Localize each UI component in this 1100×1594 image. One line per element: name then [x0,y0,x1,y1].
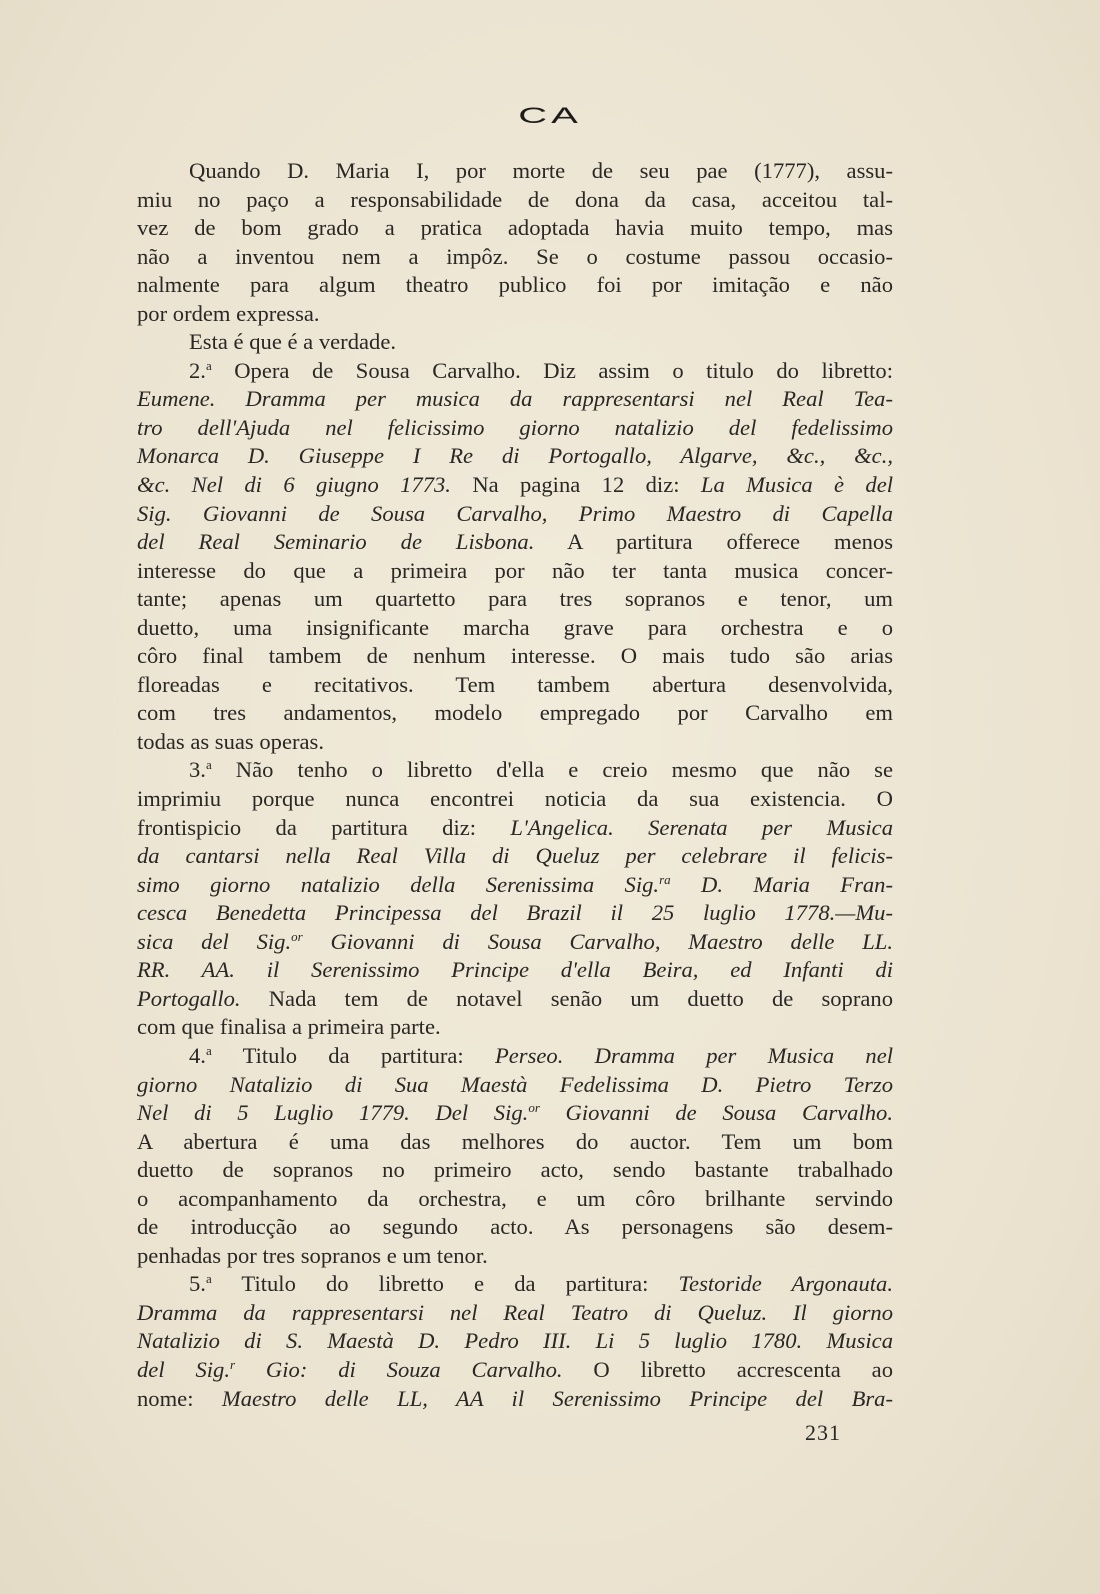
text-line [137,699,893,728]
text-run: duetto de sopranos no primeiro acto, sendo bastante trabalhado [137,1157,893,1183]
italic-text: giorno Natalizio di Sua Maestà Fedelissima D. Pietro Terzo [137,1071,893,1097]
text-run: miu no paço a responsabilidade de dona da casa, acceitou tal- [137,186,893,212]
text-line [137,728,893,757]
superscript: r [230,1356,236,1372]
text-line [137,871,893,900]
superscript: a [205,1271,212,1287]
text-line [137,471,893,500]
text-line [137,985,893,1014]
italic-text: La Musica è del [700,472,893,498]
text-run: por ordem expressa. [137,300,320,326]
italic-text: cesca Benedetta Principessa del Brazil il 25 luglio 1778.—Mu- [137,900,893,926]
text-line [137,271,893,300]
superscript: or [291,928,303,944]
superscript: a [205,1042,212,1058]
text-run: A partitura offerece menos [534,529,893,555]
italic-text: Natalizio di S. Maestà D. Pedro III. Li 5 luglio 1780. Musica [137,1328,893,1354]
text-line [137,300,893,329]
text-line [137,1213,893,1242]
italic-text: del Sig. [137,1356,230,1382]
text-line [137,585,893,614]
italic-text: Monarca D. Giuseppe I Re di Portogallo, Algarve, &c., &c., [137,443,893,469]
text-line [137,1042,893,1071]
italic-text: Testoride Argonauta. [678,1271,893,1297]
text-line [137,1242,893,1271]
text-run: Titulo da partitura: [211,1042,495,1068]
text-line [137,243,893,272]
text-run: Opera de Sousa Carvalho. Diz assim o titulo do libretto: [211,357,893,383]
superscript: ra [659,871,671,887]
text-line [137,671,893,700]
text-line [137,357,893,386]
text-line [137,1356,893,1385]
text-line [137,928,893,957]
text-run: nalmente para algum theatro publico foi por imitação e não [137,272,893,298]
text-line [137,1327,893,1356]
text-run: Não tenho o libretto d'ella e creio mesmo que não se [211,757,893,783]
text-line [137,557,893,586]
text-line [137,414,893,443]
text-run: O libretto accrescenta ao [562,1356,893,1382]
text-run: com que finalisa a primeira parte. [137,1014,441,1040]
text-run: de introducção ao segundo acto. As personagens são desem- [137,1214,893,1240]
text-run: 4. [189,1042,206,1068]
text-line [137,814,893,843]
superscript: a [205,357,212,373]
text-run: Quando D. Maria I, por morte de seu pae (1777), assu- [189,158,893,183]
text-run: o acompanhamento da orchestra, e um côro brilhante servindo [137,1185,893,1211]
text-line [137,899,893,928]
superscript: a [205,757,212,773]
italic-text: tro dell'Ajuda nel felicissimo giorno natalizio del fedelissimo [137,414,893,440]
text-run: Nada tem de notavel senão um duetto de soprano [240,985,893,1011]
text-run: 2. [189,357,206,383]
text-line [137,328,893,357]
italic-text: D. Maria Fran- [670,871,893,897]
text-run: A abertura é uma das melhores do auctor. Tem um bom [137,1128,893,1154]
text-run: côro final tambem de nenhum interesse. O mais tudo são arias [137,643,893,669]
italic-text: Maestro delle LL, AA il Serenissimo Principe del Bra- [221,1385,893,1411]
text-line [137,385,893,414]
italic-text: da cantarsi nella Real Villa di Queluz per celebrare il felicis- [137,843,893,869]
text-line [137,214,893,243]
text-line [137,642,893,671]
text-run: frontispicio da partitura diz: [137,814,511,840]
text-line [137,1270,893,1299]
italic-text: del Real Seminario de Lisbona. [137,529,535,555]
italic-text: Sig. Giovanni de Sousa Carvalho, Primo Maestro di Capella [137,500,893,526]
text-run: tante; apenas um quartetto para tres sopranos e tenor, um [137,586,893,612]
text-line [137,956,893,985]
text-run: penhadas por tres sopranos e um tenor. [137,1242,488,1268]
text-run: não a inventou nem a impôz. Se o costume passou occasio- [137,243,893,269]
text-run: interesse do que a primeira por não ter tanta musica concer- [137,557,893,583]
italic-text: sica del Sig. [137,928,292,954]
text-line [137,528,893,557]
text-run: com tres andamentos, modelo empregado por Carvalho em [137,700,893,726]
superscript: or [528,1100,540,1116]
text-run: duetto, uma insignificante marcha grave para orchestra e o [137,614,893,640]
text-run: todas as suas operas. [137,728,324,754]
italic-text: Portogallo. [137,985,241,1011]
text-run: imprimiu porque nunca encontrei noticia da sua existencia. O [137,786,893,812]
italic-text: Giovanni di Sousa Carvalho, Maestro delle LL. [302,928,893,954]
page-number: 231 [805,1420,841,1445]
text-line [137,1385,893,1414]
italic-text: Eumene. Dramma per musica da rappresentarsi nel Real Tea- [137,386,893,412]
italic-text: RR. AA. il Serenissimo Principe d'ella Beira, ed Infanti di [137,957,893,983]
body-text [137,157,893,1413]
text-line [137,1185,893,1214]
text-run: nome: [137,1385,222,1411]
text-line [137,1128,893,1157]
text-line [137,842,893,871]
text-run: floreadas e recitativos. Tem tambem abertura desenvolvida, [137,671,893,697]
running-head: CA [518,103,582,129]
italic-text: Nel di 5 Luglio 1779. Del Sig. [137,1100,529,1126]
text-line [137,442,893,471]
italic-text: simo giorno natalizio della Serenissima Sig. [137,871,660,897]
text-run: Titulo do libretto e da partitura: [211,1271,679,1297]
italic-text: Perseo. Dramma per Musica nel [494,1042,893,1068]
text-run: Esta é que é a verdade. [189,329,396,355]
text-line [137,500,893,529]
text-line [137,1071,893,1100]
text-line [137,157,893,186]
text-run: Na pagina 12 diz: [450,472,701,498]
text-line [137,1013,893,1042]
text-run: 3. [189,757,206,783]
text-run: vez de bom grado a pratica adoptada havia muito tempo, mas [137,215,893,241]
text-line [137,756,893,785]
italic-text: Dramma da rappresentarsi nel Real Teatro di Queluz. Il giorno [137,1299,893,1325]
text-line [137,1099,893,1128]
italic-text: Gio: di Souza Carvalho. [235,1356,563,1382]
text-run: 5. [189,1271,206,1297]
text-line [137,614,893,643]
text-line [137,785,893,814]
text-line [137,1156,893,1185]
text-line [137,186,893,215]
italic-text: &c. Nel di 6 giugno 1773. [137,472,451,498]
italic-text: L'Angelica. Serenata per Musica [510,814,893,840]
text-line [137,1299,893,1328]
italic-text: Giovanni de Sousa Carvalho. [539,1100,893,1126]
